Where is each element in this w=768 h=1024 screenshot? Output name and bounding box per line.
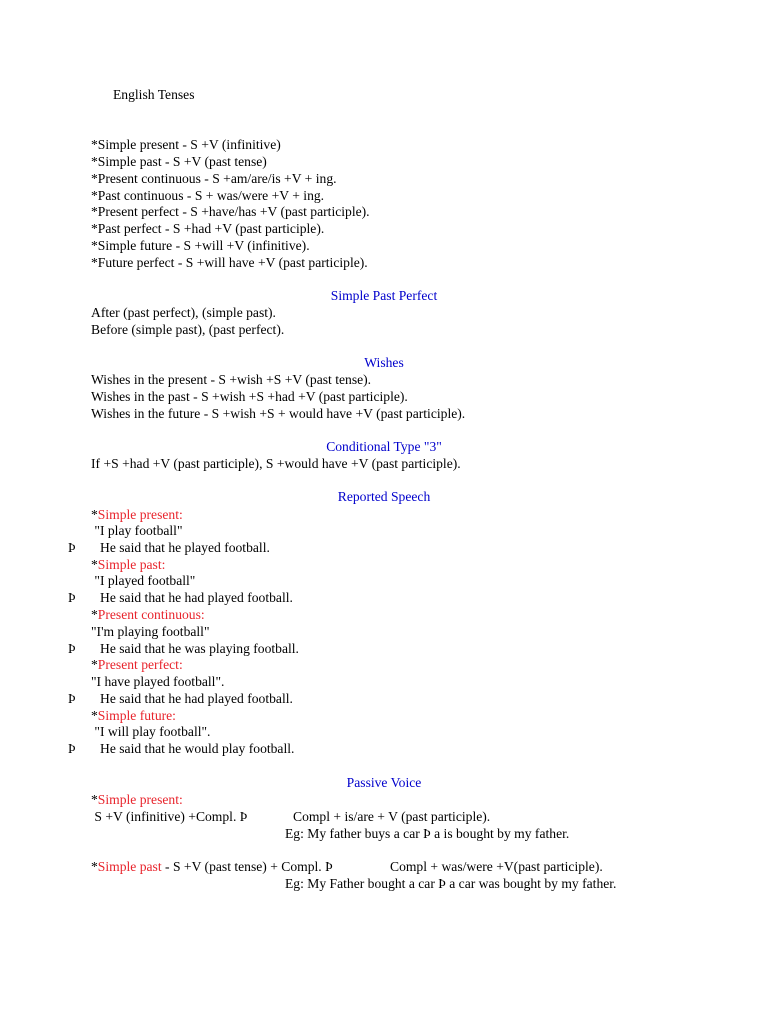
reported-quote: "I'm playing football" <box>91 624 210 639</box>
section-heading-conditional: Conditional Type "3" <box>326 439 442 454</box>
reported-result: He said that he had played football. <box>100 691 293 706</box>
arrow-icon: Þ <box>68 691 76 706</box>
reported-quote: "I played football" <box>91 573 196 588</box>
conditional-line: If +S +had +V (past participle), S +would have +V (past participle). <box>91 456 461 471</box>
reported-label: *Present continuous: <box>91 607 205 622</box>
tense-line: *Simple present - S +V (infinitive) <box>91 137 281 152</box>
reported-quote: "I have played football". <box>91 674 225 689</box>
passive-label: *Simple present: <box>91 792 183 807</box>
reported-label: *Simple past: <box>91 557 166 572</box>
reported-result: He said that he had played football. <box>100 590 293 605</box>
section-heading-reported-speech: Reported Speech <box>337 489 431 504</box>
reported-quote: "I play football" <box>91 523 183 538</box>
tense-line: *Simple past - S +V (past tense) <box>91 154 267 169</box>
section-heading-wishes: Wishes <box>364 355 404 370</box>
passive-formula: S +V (infinitive) +Compl. Þ <box>91 809 248 824</box>
tense-line: *Simple future - S +will +V (infinitive). <box>91 238 310 253</box>
tense-line: *Present continuous - S +am/are/is +V + ing. <box>91 171 337 186</box>
arrow-icon: Þ <box>68 741 76 756</box>
passive-result: Compl + was/were +V(past participle). <box>390 859 603 874</box>
passive-result: Compl + is/are + V (past participle). <box>293 809 491 824</box>
reported-result: He said that he would play football. <box>100 741 295 756</box>
page-title: English Tenses <box>113 87 195 102</box>
reported-label: *Present perfect: <box>91 657 183 672</box>
tense-line: *Past continuous - S + was/were +V + ing. <box>91 188 325 203</box>
past-perfect-line: Before (simple past), (past perfect). <box>91 322 285 337</box>
tense-line: *Present perfect - S +have/has +V (past participle). <box>91 204 370 219</box>
tense-line: *Future perfect - S +will have +V (past participle). <box>91 255 368 270</box>
arrow-icon: Þ <box>68 590 76 605</box>
wishes-line: Wishes in the future - S +wish +S + would have +V (past participle). <box>91 406 466 421</box>
wishes-line: Wishes in the present - S +wish +S +V (past tense). <box>91 372 372 387</box>
passive-label: *Simple past - S +V (past tense) + Compl. Þ <box>91 859 333 874</box>
wishes-line: Wishes in the past - S +wish +S +had +V (past participle). <box>91 389 408 404</box>
passive-example: Eg: My father buys a car Þ a is bought by my father. <box>285 826 570 841</box>
passive-example: Eg: My Father bought a car Þ a car was bought by my father. <box>285 876 617 891</box>
tense-line: *Past perfect - S +had +V (past participle). <box>91 221 325 236</box>
past-perfect-line: After (past perfect), (simple past). <box>91 305 276 320</box>
arrow-icon: Þ <box>68 641 76 656</box>
reported-result: He said that he played football. <box>100 540 270 555</box>
reported-result: He said that he was playing football. <box>100 641 299 656</box>
reported-quote: "I will play football". <box>91 724 211 739</box>
arrow-icon: Þ <box>68 540 76 555</box>
section-heading-past-perfect: Simple Past Perfect <box>330 288 438 303</box>
reported-label: *Simple future: <box>91 708 176 723</box>
section-heading-passive-voice: Passive Voice <box>346 775 422 790</box>
reported-label: *Simple present: <box>91 507 183 522</box>
